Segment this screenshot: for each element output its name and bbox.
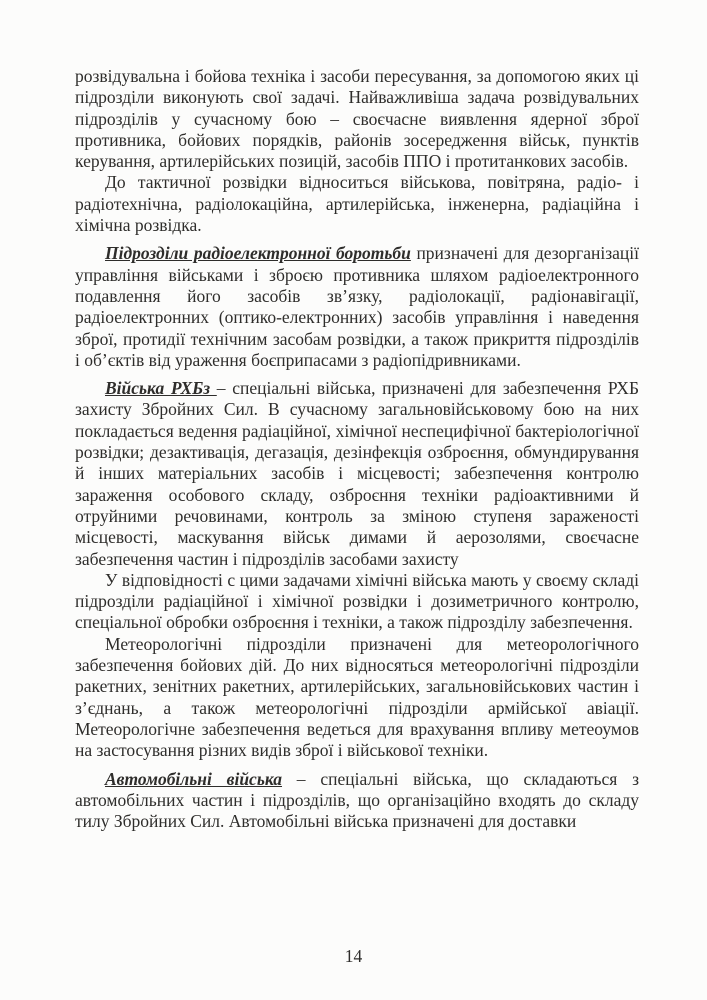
body-text: У відповідності с цими задачами хімічні війська мають у своєму складі підрозділи радіаційної і хімічної розвідки і дозиметричного контролю, спеціальної обробки озброєння і техніки, а також підрозділу забезпечення. [75,569,639,633]
body-text: розвідувальна і бойова техніка і засоби пересування, за допомогою яких ці підрозділи виконують свої задачі. Найважливіша задача розвідувальних підрозділів у сучасному бою – своєчасне виявлення ядерної зброї противника, бойових порядків, районів зосередження військ, пунктів керування, артилерійських позицій, засобів ППО і протитанкових засобів. [75,66,639,172]
body-text: – спеціальні війська, призначені для забезпечення РХБ захисту Збройних Сил. В сучасному загальновійськовому бою на них покладається ведення радіаційної, хімічної неспецифічної бактеріологічної розвідки; дезактивація, дегазація, дезінфекція озброєння, обмундирування й інших матеріальних засобів і місцевості; забезпечення контролю зараження особового складу, озброєння техніки радіоактивними й отруйними речовинами, контроль за зміною ступеня зараженості місцевості, маскування військ димами й аерозолями, своєчасне забезпечення частин і підрозділів засобами захисту [75,378,639,569]
para-chemical-troops-composition [75,570,639,634]
body-text: До тактичної розвідки відноситься військова, повітряна, радіо- і радіотехнічна, радіолокаційна, артилерійська, інженерна, радіаційна і хімічна розвідка. [75,172,639,236]
para-tactical-recon [75,172,639,236]
term-heading: Підрозділи радіоелектронної боротьби [105,243,411,264]
term-heading: Війська РХБз [105,378,217,399]
para-electronic-warfare-units [75,243,639,371]
page-number: 14 [344,946,363,966]
page-text [75,66,639,832]
body-text: – спеціальні війська, що складаються з автомобільних частин і підрозділів, що організаційно входять до складу тилу Збройних Сил. Автомобільні війська призначені для доставки [75,768,639,832]
para-rhb-troops [75,378,639,570]
term-heading: Автомобільні війська [105,768,283,789]
body-text: призначені для дезорганізації управління військами і зброєю противника шляхом радіоелектронного подавлення його засобів зв’язку, радіолокації, радіонавігації, радіоелектронних (оптико-електронних) засобів управління і наведення зброї, протидії технічним засобам розвідки, а також прикриття підрозділів і об’єктів від ураження боєприпасами з радіопідривниками. [75,243,639,370]
para-meteorological-units [75,634,639,762]
body-text: Метеорологічні підрозділи призначені для метеорологічного забезпечення бойових дій. До них відносяться метеорологічні підрозділи ракетних, зенітних ракетних, артилерійських, загальновійськових частин і з’єднань, а також метеорологічні підрозділи армійської авіації. Метеорологічне забезпечення ведеться для врахування впливу метеоумов на застосування різних видів зброї і військової техніки. [75,633,639,761]
para-automobile-troops [75,769,639,833]
para-recon-continued [75,66,639,172]
